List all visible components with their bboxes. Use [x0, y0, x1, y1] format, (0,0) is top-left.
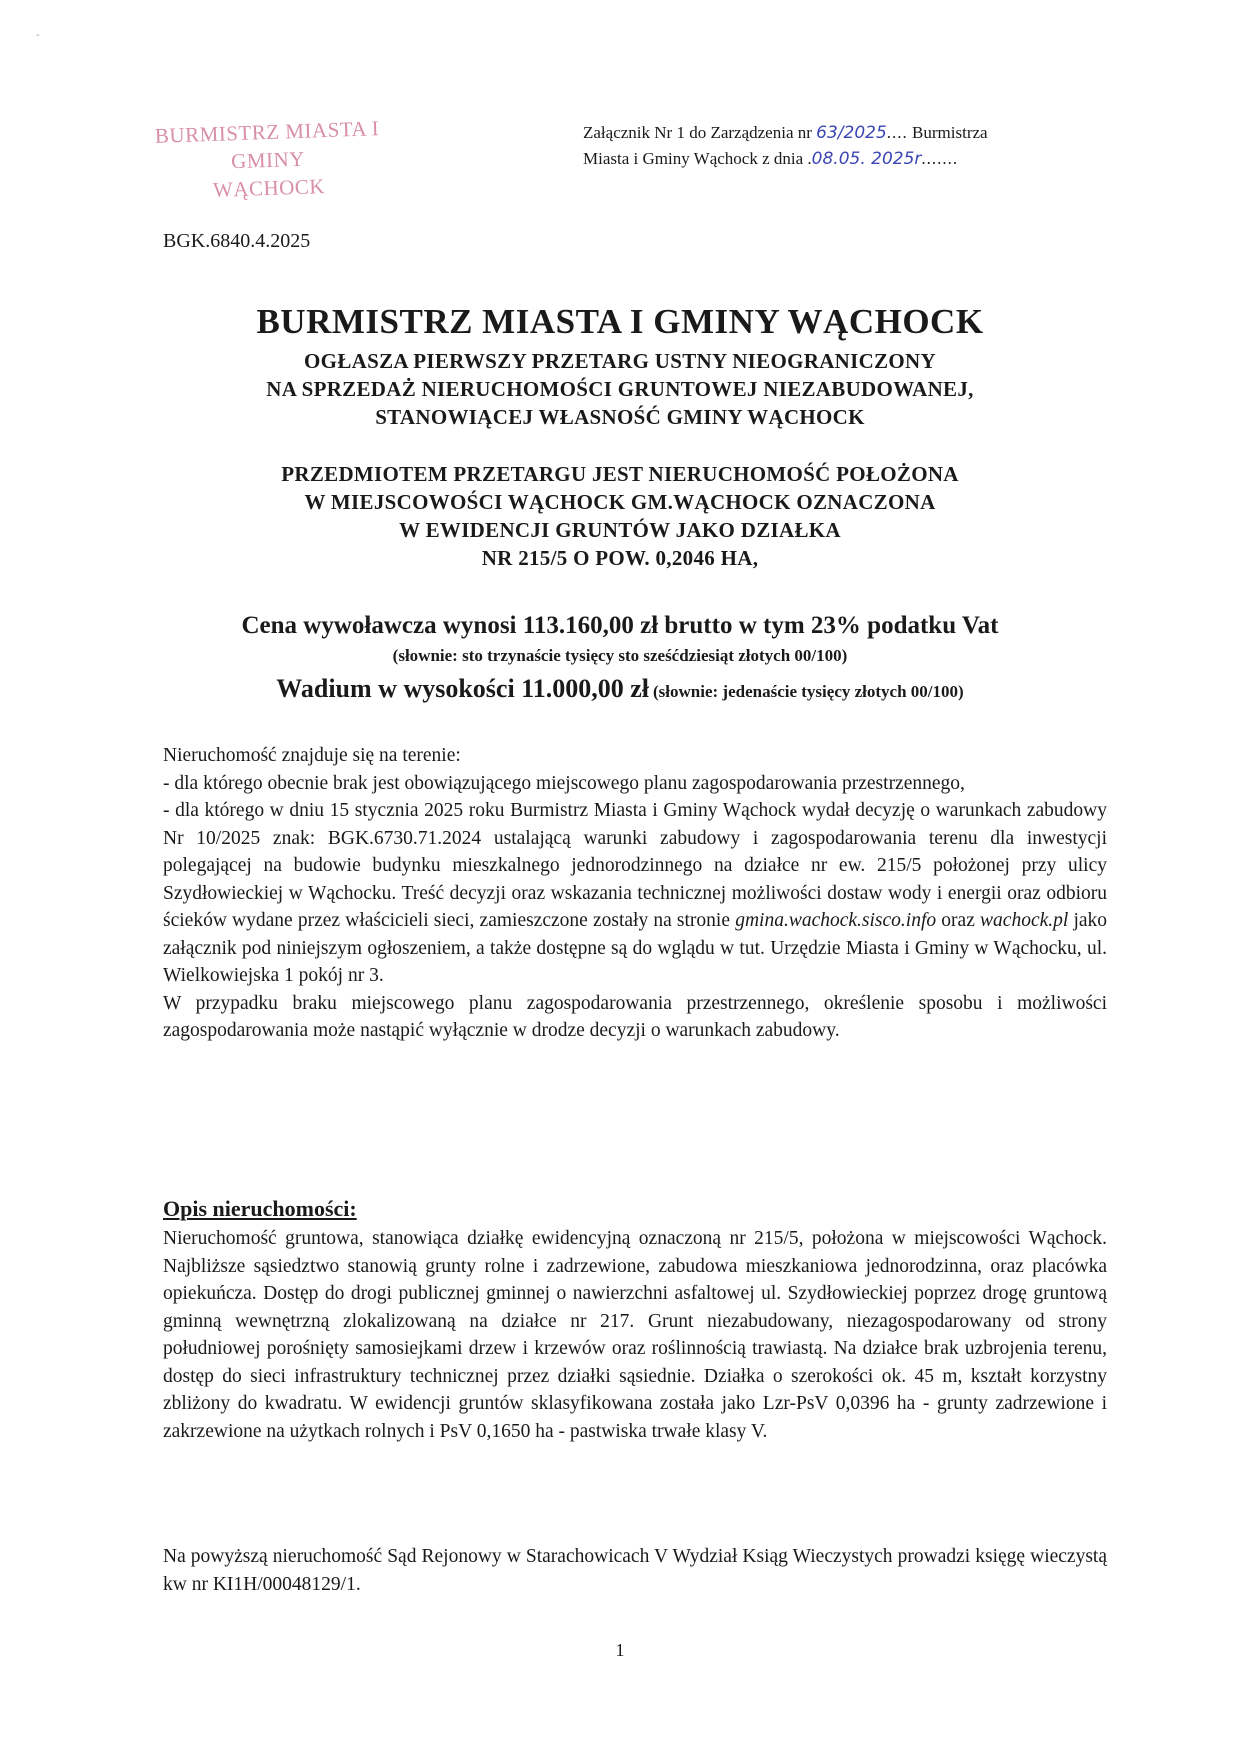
location-section [163, 742, 1107, 1045]
annex-line-2-text: Miasta i Gminy Wąchock z dnia . [583, 149, 812, 168]
annex-note [583, 120, 988, 172]
handwritten-date: 08.05. 2025r [811, 149, 922, 169]
annex-dots: .... [886, 123, 908, 142]
annex-date-dots: ....... [921, 149, 959, 168]
deposit-words: (słownie: jedenaście tysięcy złotych 00/100) [653, 682, 964, 701]
location-intro: Nieruchomość znajduje się na terenie: [163, 745, 461, 766]
decision-text: - dla którego w dniu 15 stycznia 2025 roku Burmistrz Miasta i Gminy Wąchock wydał decyzję o warunkach zabudowy Nr 10/2025 znak: BGK.6730.71.2024 ustalającą warunki zabudowy i zagospodarowania terenu dla inwestycji polegającej na budowie budynku mieszkalnego jednorodzinnego na działce nr ew. 215/5 położonej przy ulicy Szydłowieckiej w Wąchocku. Treść decyzji oraz wskazania technicznej możliwości dostaw wody i energii oraz odbioru ścieków wydane przez właścicieli sieci, zamieszczone zostały na stronie [163, 800, 1107, 931]
document-title: BURMISTRZ MIASTA I GMINY WĄCHOCK [256, 302, 984, 341]
subject-line: W MIEJSCOWOŚCI WĄCHOCK GM.WĄCHOCK OZNACZONA [304, 490, 936, 514]
announcement-line: STANOWIĄCEJ WŁASNOŚĆ GMINY WĄCHOCK [375, 405, 865, 429]
website-link-1[interactable]: gmina.wachock.sisco.info [735, 910, 937, 931]
subject-line: W EWIDENCJI GRUNTÓW JAKO DZIAŁKA [399, 518, 841, 542]
deposit [0, 674, 1240, 704]
announcement-block [170, 347, 1070, 431]
location-decision [163, 797, 1107, 990]
starting-price-words: (słownie: sto trzynaście tysięcy sto sześćdziesiąt złotych 00/100) [392, 646, 848, 665]
stamp-line-1: BURMISTRZ MIASTA I GMINY [154, 116, 380, 174]
land-register-section [163, 1543, 1107, 1598]
subject-line: PRZEDMIOTEM PRZETARGU JEST NIERUCHOMOŚĆ POŁOŻONA [281, 462, 959, 486]
office-stamp [127, 113, 410, 207]
annex-line-1 [583, 120, 988, 146]
starting-price: Cena wywoławcza wynosi 113.160,00 zł brutto w tym 23% podatku Vat [241, 612, 999, 639]
description-heading: Opis nieruchomości: [163, 1196, 357, 1221]
announcement-line: OGŁASZA PIERWSZY PRZETARG USTNY NIEOGRANICZONY [304, 349, 936, 373]
scan-artifact: - [36, 30, 40, 41]
land-register-text: Na powyższą nieruchomość Sąd Rejonowy w Starachowicach V Wydział Ksiąg Wieczystych prowadzi księgę wieczystą kw nr KI1H/00048129/1. [163, 1546, 1107, 1595]
subject-line: NR 215/5 O POW. 0,2046 HA, [481, 546, 759, 570]
handwritten-order-number: 63/2025 [816, 123, 887, 143]
location-no-plan: - dla którego obecnie brak jest obowiązującego miejscowego planu zagospodarowania przestrzennego, [163, 772, 965, 794]
announcement-line: NA SPRZEDAŻ NIERUCHOMOŚCI GRUNTOWEJ NIEZABUDOWANEJ, [266, 377, 974, 401]
description-section [163, 1225, 1107, 1445]
case-reference: BGK.6840.4.2025 [163, 230, 311, 252]
annex-line-1-text: Załącznik Nr 1 do Zarządzenia nr [583, 123, 812, 142]
decision-tail: jako załącznik pod niniejszym ogłoszeniem, a także dostępne są do wglądu w tut. Urzędzie Miasta i Gminy w Wąchocku, ul. Wielkowiejska 1 pokój nr 3. [163, 910, 1108, 986]
subject-block [170, 460, 1070, 572]
deposit-amount: Wadium w wysokości 11.000,00 zł [276, 674, 650, 703]
annex-line-1-tail: Burmistrza [912, 123, 988, 142]
decision-mid: oraz [941, 910, 975, 931]
website-link-2[interactable]: wachock.pl [980, 910, 1069, 931]
location-note: W przypadku braku miejscowego planu zagospodarowania przestrzennego, określenie sposobu i możliwości zagospodarowania może nastąpić wyłącznie w drodze decyzji o warunkach zabudowy. [163, 992, 1107, 1041]
annex-line-2 [583, 146, 988, 172]
stamp-line-2: WĄCHOCK [212, 174, 326, 202]
page-number: 1 [615, 1640, 625, 1660]
description-text: Nieruchomość gruntowa, stanowiąca działkę ewidencyjną oznaczoną nr 215/5, położona w miejscowości Wąchock. Najbliższe sąsiedztwo stanowią grunty rolne i zadrzewione, zabudowa mieszkaniowa jednorodzinna, oraz placówka opiekuńcza. Dostęp do drogi publicznej gminnej o nawierzchni asfaltowej ul. Szydłowieckiej poprzez drogę gruntową gminną wewnętrzną zlokalizowaną na działce nr 217. Grunt niezabudowany, niezagospodarowany od strony południowej porośnięty samosiejkami drzew i krzewów oraz roślinnością trawiastą. Na działce brak uzbrojenia terenu, dostęp do sieci infrastruktury technicznej przez działki sąsiednie. Działka o szerokości ok. 45 m, kształt korzystny zbliżony do kwadratu. W ewidencji gruntów sklasyfikowana została jako Lzr-PsV 0,0396 ha - grunty zadrzewione i zakrzewione na użytkach rolnych i PsV 0,1650 ha - pastwiska trwałe klasy V. [163, 1228, 1107, 1442]
